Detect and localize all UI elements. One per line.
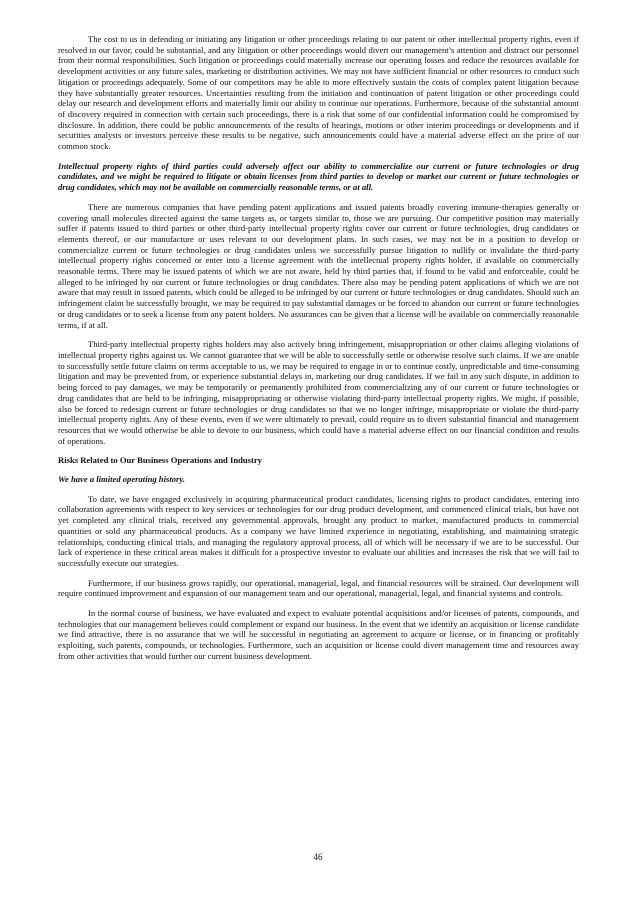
page-number: 46 bbox=[313, 852, 323, 862]
paragraph-competing-patents: There are numerous companies that have pending patent applications and issued patents broadly covering immune-therapies generally or covering small molecules directed against the same targets as, or targets similar to, those we are pursuing. Our competitive position may materially suffer if patents issued to third parties or other third-party intellectual property rights cover our current or future technologies, drug candidates or elements thereof, or our manufacture or uses relevant to our development plans. In such cases, we may not be in a position to develop or commercialize current or future technologies or drug candidates unless we successfully pursue litigation to nullify or invalidate the third-party intellectual property rights concerned or enter into a license agreement with the intellectual property rights holder, if available on commercially reasonable terms. There may be issued patents of which we are not aware, held by third parties that, if found to be valid and enforceable, could be alleged to be infringed by our current or future technologies or drug candidates. There also may be pending patent applications of which we are not aware that may result in issued patents, which could be alleged to be infringed by our current or future technologies or drug candidates. Should such an infringement claim be successfully brought, we may be required to pay substantial damages or be forced to abandon our current or future technologies or drug candidates or to seek a license from any patent holders. No assurances can be given that a license will be available on commercially reasonable terms, if at all. bbox=[58, 201, 579, 330]
risk-factor-heading-third-party-ip: Intellectual property rights of third parties could adversely affect our ability to commercialize our current or future technologies or drug candidates, and we might be required to litigate or obtain licenses from third parties to develop or market our current or future technologies or drug candidates, which may not be available on commercially reasonable terms, or at all. bbox=[58, 160, 579, 193]
section-heading-business-operations: Risks Related to Our Business Operations and Industry bbox=[58, 455, 262, 466]
paragraph-infringement-claims: Third-party intellectual property rights holders may also actively bring infringement, misappropriation or other claims alleging violations of intellectual property rights against us. We cannot guarantee that we will be able to successfully settle or otherwise resolve such claims. If we are unable to successfully settle future claims on terms acceptable to us, we may be required to engage in or to continue costly, unpredictable and time-consuming litigation and may be prevented from, or experience substantial delays in, marketing our drug candidates. If we fail in any such dispute, in addition to being forced to pay damages, we may be temporarily or permanently prohibited from commercializing any of our current or future technologies or drug candidates that are held to be infringing, misappropriating or otherwise violating third-party intellectual property rights. We might, if possible, also be forced to redesign current or future technologies or drug candidates so that we no longer infringe, misappropriate or violate the third-party intellectual property rights. Any of these events, even if we were ultimately to prevail, could require us to divert substantial financial and management resources that we would otherwise be able to devote to our business, which could have a material adverse effect on our financial condition and results of operations. bbox=[58, 339, 579, 446]
document-page bbox=[58, 34, 579, 671]
paragraph-acquisitions: In the normal course of business, we have evaluated and expect to evaluate potential acquisitions and/or licenses of patents, compounds, and technologies that our management believes could complement or expand our business. In the event that we identify an acquisition or license candidate we find attractive, there is no assurance that we will be successful in negotiating an agreement to acquire or license, or in financing or profitably exploiting, such patents, compounds, or technologies. Furthermore, such an acquisition or license could divert management time and resources away from other activities that would further our current business development. bbox=[58, 608, 579, 661]
risk-factor-heading-limited-history: We have a limited operating history. bbox=[58, 474, 185, 485]
paragraph-litigation-costs: The cost to us in defending or initiating any litigation or other proceedings relating to our patent or other intellectual property rights, even if resolved in our favor, could be substantial, and any litigation or other proceedings would divert our management’s attention and distract our personnel from their normal responsibilities. Such litigation or proceedings could materially increase our operating losses and reduce the resources available for development activities or any future sales, marketing or distribution activities. We may not have sufficient financial or other resources to conduct such litigation or proceedings adequately. Some of our competitors may be able to more effectively sustain the costs of complex patent litigation because they have substantially greater resources. Uncertainties resulting from the initiation and continuation of patent litigation or other proceedings could delay our research and development efforts and materially limit our ability to continue our operations. Furthermore, because of the substantial amount of discovery required in connection with certain such proceedings, there is a risk that some of our confidential information could be compromised by disclosure. In addition, there could be public announcements of the results of hearings, motions or other interim proceedings or developments and if securities analysts or investors perceive these results to be negative, such announcements could have a material adverse effect on the price of our common stock. bbox=[58, 34, 579, 152]
paragraph-limited-history: To date, we have engaged exclusively in acquiring pharmaceutical product candidates, licensing rights to product candidates, entering into collaboration agreements with respect to key services or technologies for our drug product development, and commenced clinical trials, but have not yet completed any clinical trials, received any governmental approvals, brought any product to market, manufactured products in commercial quantities or sold any pharmaceutical products. As a company we have limited experience in negotiating, establishing, and maintaining strategic relationships, conducting clinical trials, and managing the regulatory approval process, all of which will be necessary if we are to be successful. Our lack of experience in these critical areas makes it difficult for a prospective investor to evaluate our abilities and increases the risk that we will fail to successfully execute our strategies. bbox=[58, 493, 579, 568]
paragraph-rapid-growth: Furthermore, if our business grows rapidly, our operational, managerial, legal, and financial resources will be strained. Our development will require continued improvement and expansion of our management team and our operational, managerial, legal, and financial systems and controls. bbox=[58, 577, 579, 599]
